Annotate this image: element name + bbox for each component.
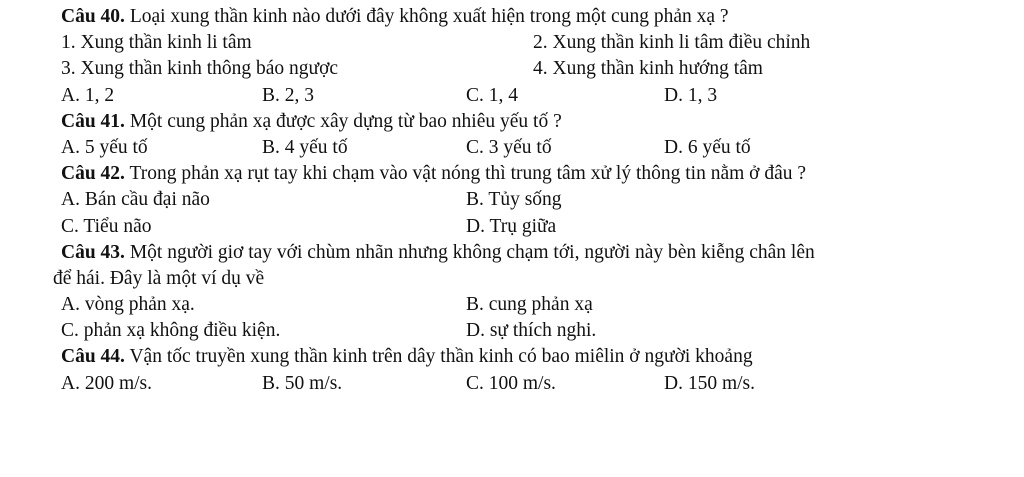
option-d: D. 150 m/s. [664,372,756,394]
option-b: B. 4 yếu tố [262,136,348,158]
option-b: B. 50 m/s. [262,372,343,394]
option-b: B. Tủy sống [466,189,562,211]
question-text: Một cung phản xạ được xây dựng từ bao nhiêu yếu tố ? [129,110,562,132]
question-43 [0,240,1024,266]
options-row [0,83,1024,109]
question-44 [0,344,1024,370]
question-label: Câu 41. [61,110,125,132]
options-row [0,135,1024,161]
question-40 [0,4,1024,30]
question-text: Loại xung thần kinh nào dưới đây không xuất hiện trong một cung phản xạ ? [129,6,729,27]
question-text-continued [0,266,1024,292]
question-label: Câu 44. [61,346,125,368]
option-d: D. 1, 3 [664,84,718,106]
option-c: C. 100 m/s. [466,372,556,394]
option-b: B. cung phản xạ [466,294,593,316]
statement-3: 3. Xung thần kinh thông báo ngược [61,58,339,80]
question-label: Câu 42. [61,163,125,185]
options-row [0,318,1024,344]
statement-1: 1. Xung thần kinh li tâm [61,32,252,54]
options-row [0,292,1024,318]
options-row [0,371,1024,397]
question-label: Câu 40. [61,6,125,27]
statement-row [0,30,1024,56]
option-a: A. 5 yếu tố [61,136,148,158]
exam-page [0,4,1024,397]
question-text: Một người giơ tay với chùm nhãn nhưng không chạm tới, người này bèn kiễng chân lên [129,241,815,263]
option-a: A. 200 m/s. [61,372,153,394]
option-d: D. 6 yếu tố [664,136,751,158]
options-row [0,187,1024,213]
question-text: Vận tốc truyền xung thần kinh trên dây thần kinh có bao miêlin ở người khoảng [129,346,753,368]
option-d: D. Trụ giữa [466,215,557,237]
question-42 [0,161,1024,187]
question-41 [0,109,1024,135]
option-c: C. 1, 4 [466,84,519,106]
statement-2: 2. Xung thần kinh li tâm điều chỉnh [533,32,811,54]
option-c: C. phản xạ không điều kiện. [61,320,281,342]
option-a: A. vòng phản xạ. [61,294,195,316]
option-a: A. Bán cầu đại não [61,189,210,211]
option-d: D. sự thích nghi. [466,320,597,342]
option-c: C. 3 yếu tố [466,136,552,158]
question-text: Trong phản xạ rụt tay khi chạm vào vật nóng thì trung tâm xử lý thông tin nằm ở đâu ? [129,163,807,185]
option-a: A. 1, 2 [61,84,115,106]
statement-row [0,56,1024,82]
option-b: B. 2, 3 [262,84,315,106]
options-row [0,214,1024,240]
question-label: Câu 43. [61,241,125,263]
question-text-cont: để hái. Đây là một ví dụ về [53,267,265,289]
option-c: C. Tiểu não [61,215,152,237]
statement-4: 4. Xung thần kinh hướng tâm [533,58,763,80]
